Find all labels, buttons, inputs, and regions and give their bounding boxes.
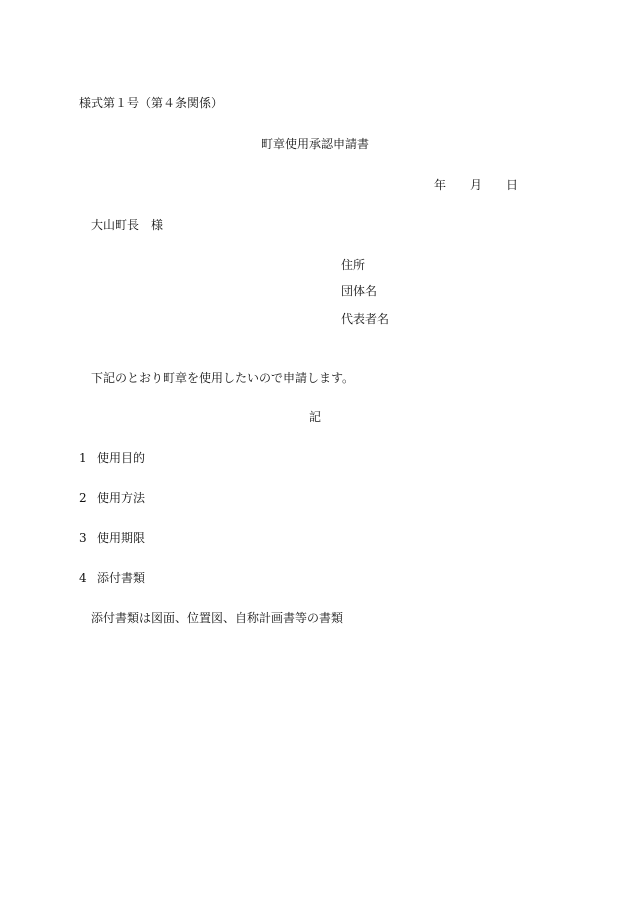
item-number: 4 (79, 571, 87, 585)
addressee-name: 大山町長 (91, 218, 140, 232)
document-title: 町章使用承認申請書 (260, 137, 369, 151)
date-year-label: 年 (434, 178, 447, 192)
item-number: 2 (79, 491, 87, 505)
attachment-note: 添付書類は図面、位置図、自称計画書等の書類 (91, 611, 344, 625)
date-month-label: 月 (470, 178, 483, 192)
applicant-address-label: 住所 (341, 258, 366, 272)
item-label: 使用方法 (97, 491, 146, 505)
list-item-purpose (79, 452, 145, 464)
list-item-attachments (79, 572, 145, 584)
item-number: 3 (79, 531, 87, 545)
addressee-honorific: 様 (151, 218, 164, 232)
intro-text: 下記のとおり町章を使用したいので申請します。 (91, 371, 355, 385)
applicant-representative-label: 代表者名 (341, 312, 390, 326)
item-label: 使用期限 (97, 531, 146, 545)
item-number: 1 (79, 451, 87, 465)
item-label: 使用目的 (97, 451, 146, 465)
addressee (91, 219, 163, 231)
date-line (434, 179, 518, 191)
list-item-period (79, 532, 145, 544)
applicant-group-label: 団体名 (341, 284, 378, 298)
list-item-method (79, 492, 145, 504)
date-day-label: 日 (506, 178, 519, 192)
form-number: 様式第１号（第４条関係） (79, 96, 224, 110)
ki-heading: 記 (308, 410, 321, 424)
item-label: 添付書類 (97, 571, 146, 585)
